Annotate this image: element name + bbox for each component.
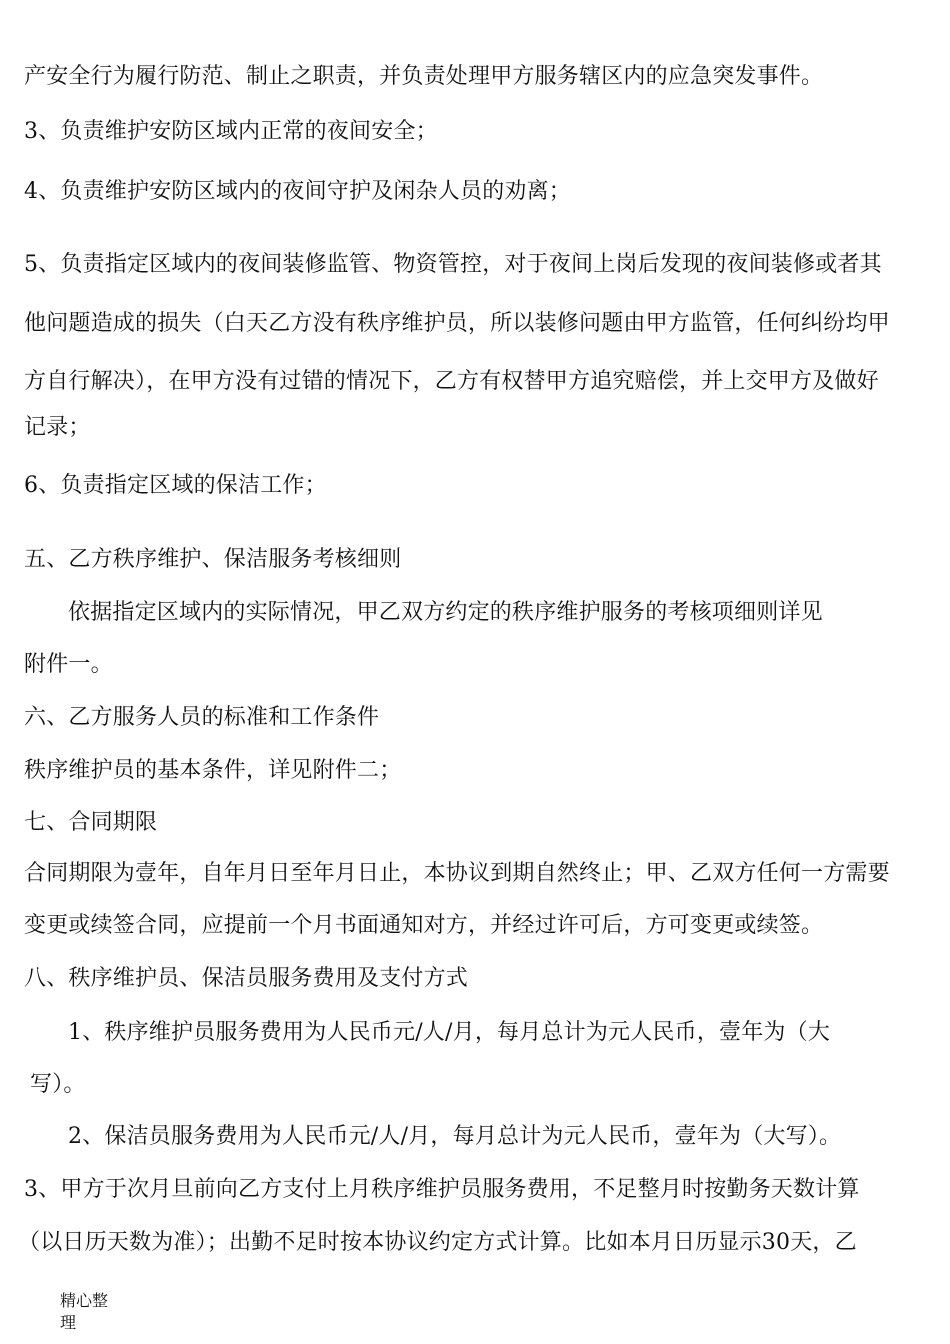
section-heading-6: 六、乙方服务人员的标准和工作条件 — [24, 705, 380, 730]
clause-6: 6、负责指定区域的保洁工作； — [24, 473, 327, 498]
section-heading-7: 七、合同期限 — [24, 810, 158, 835]
paragraph-line: 方自行解决），在甲方没有过错的情况下，乙方有权替甲方追究赔偿，并上交甲方及做好 — [24, 369, 879, 394]
paragraph-line: 秩序维护员的基本条件，详见附件二； — [24, 758, 402, 783]
clause-3: 3、负责维护安防区域内正常的夜间安全； — [24, 119, 438, 144]
clause-5: 5、负责指定区域内的夜间装修监管、物资管控，对于夜间上岗后发现的夜间装修或者其 — [24, 252, 882, 277]
fee-clause-2: 2、保洁员服务费用为人民币元/人/月，每月总计为元人民币，壹年为（大写）。 — [68, 1124, 842, 1149]
paragraph-line: （以日历天数为准）；出勤不足时按本协议约定方式计算。比如本月日历显示30天，乙 — [18, 1230, 857, 1255]
paragraph-line: 依据指定区域内的实际情况，甲乙双方约定的秩序维护服务的考核项细则详见 — [68, 600, 823, 625]
fee-clause-1: 1、秩序维护员服务费用为人民币元/人/月，每月总计为元人民币，壹年为（大 — [68, 1020, 831, 1045]
paragraph-line: 合同期限为壹年，自年月日至年月日止，本协议到期自然终止；甲、乙双方任何一方需要 — [24, 861, 890, 886]
paragraph-line: 他问题造成的损失（白天乙方没有秩序维护员，所以装修问题由甲方监管，任何纠纷均甲 — [24, 311, 890, 336]
section-heading-5: 五、乙方秩序维护、保洁服务考核细则 — [24, 547, 402, 572]
paragraph-line: 附件一。 — [24, 652, 113, 677]
page-footer: 精心整理 — [60, 1291, 109, 1332]
paragraph-line: 写）。 — [30, 1072, 86, 1097]
clause-4: 4、负责维护安防区域内的夜间守护及闲杂人员的劝离； — [24, 179, 571, 204]
paragraph-line: 变更或续签合同，应提前一个月书面通知对方，并经过许可后，方可变更或续签。 — [24, 913, 824, 938]
section-heading-8: 八、秩序维护员、保洁员服务费用及支付方式 — [24, 966, 469, 991]
paragraph-line: 产安全行为履行防范、制止之职责，并负责处理甲方服务辖区内的应急突发事件。 — [24, 64, 824, 89]
paragraph-line: 记录； — [24, 415, 91, 440]
fee-clause-3: 3、甲方于次月旦前向乙方支付上月秩序维护员服务费用，不足整月时按勤务天数计算 — [24, 1177, 860, 1202]
